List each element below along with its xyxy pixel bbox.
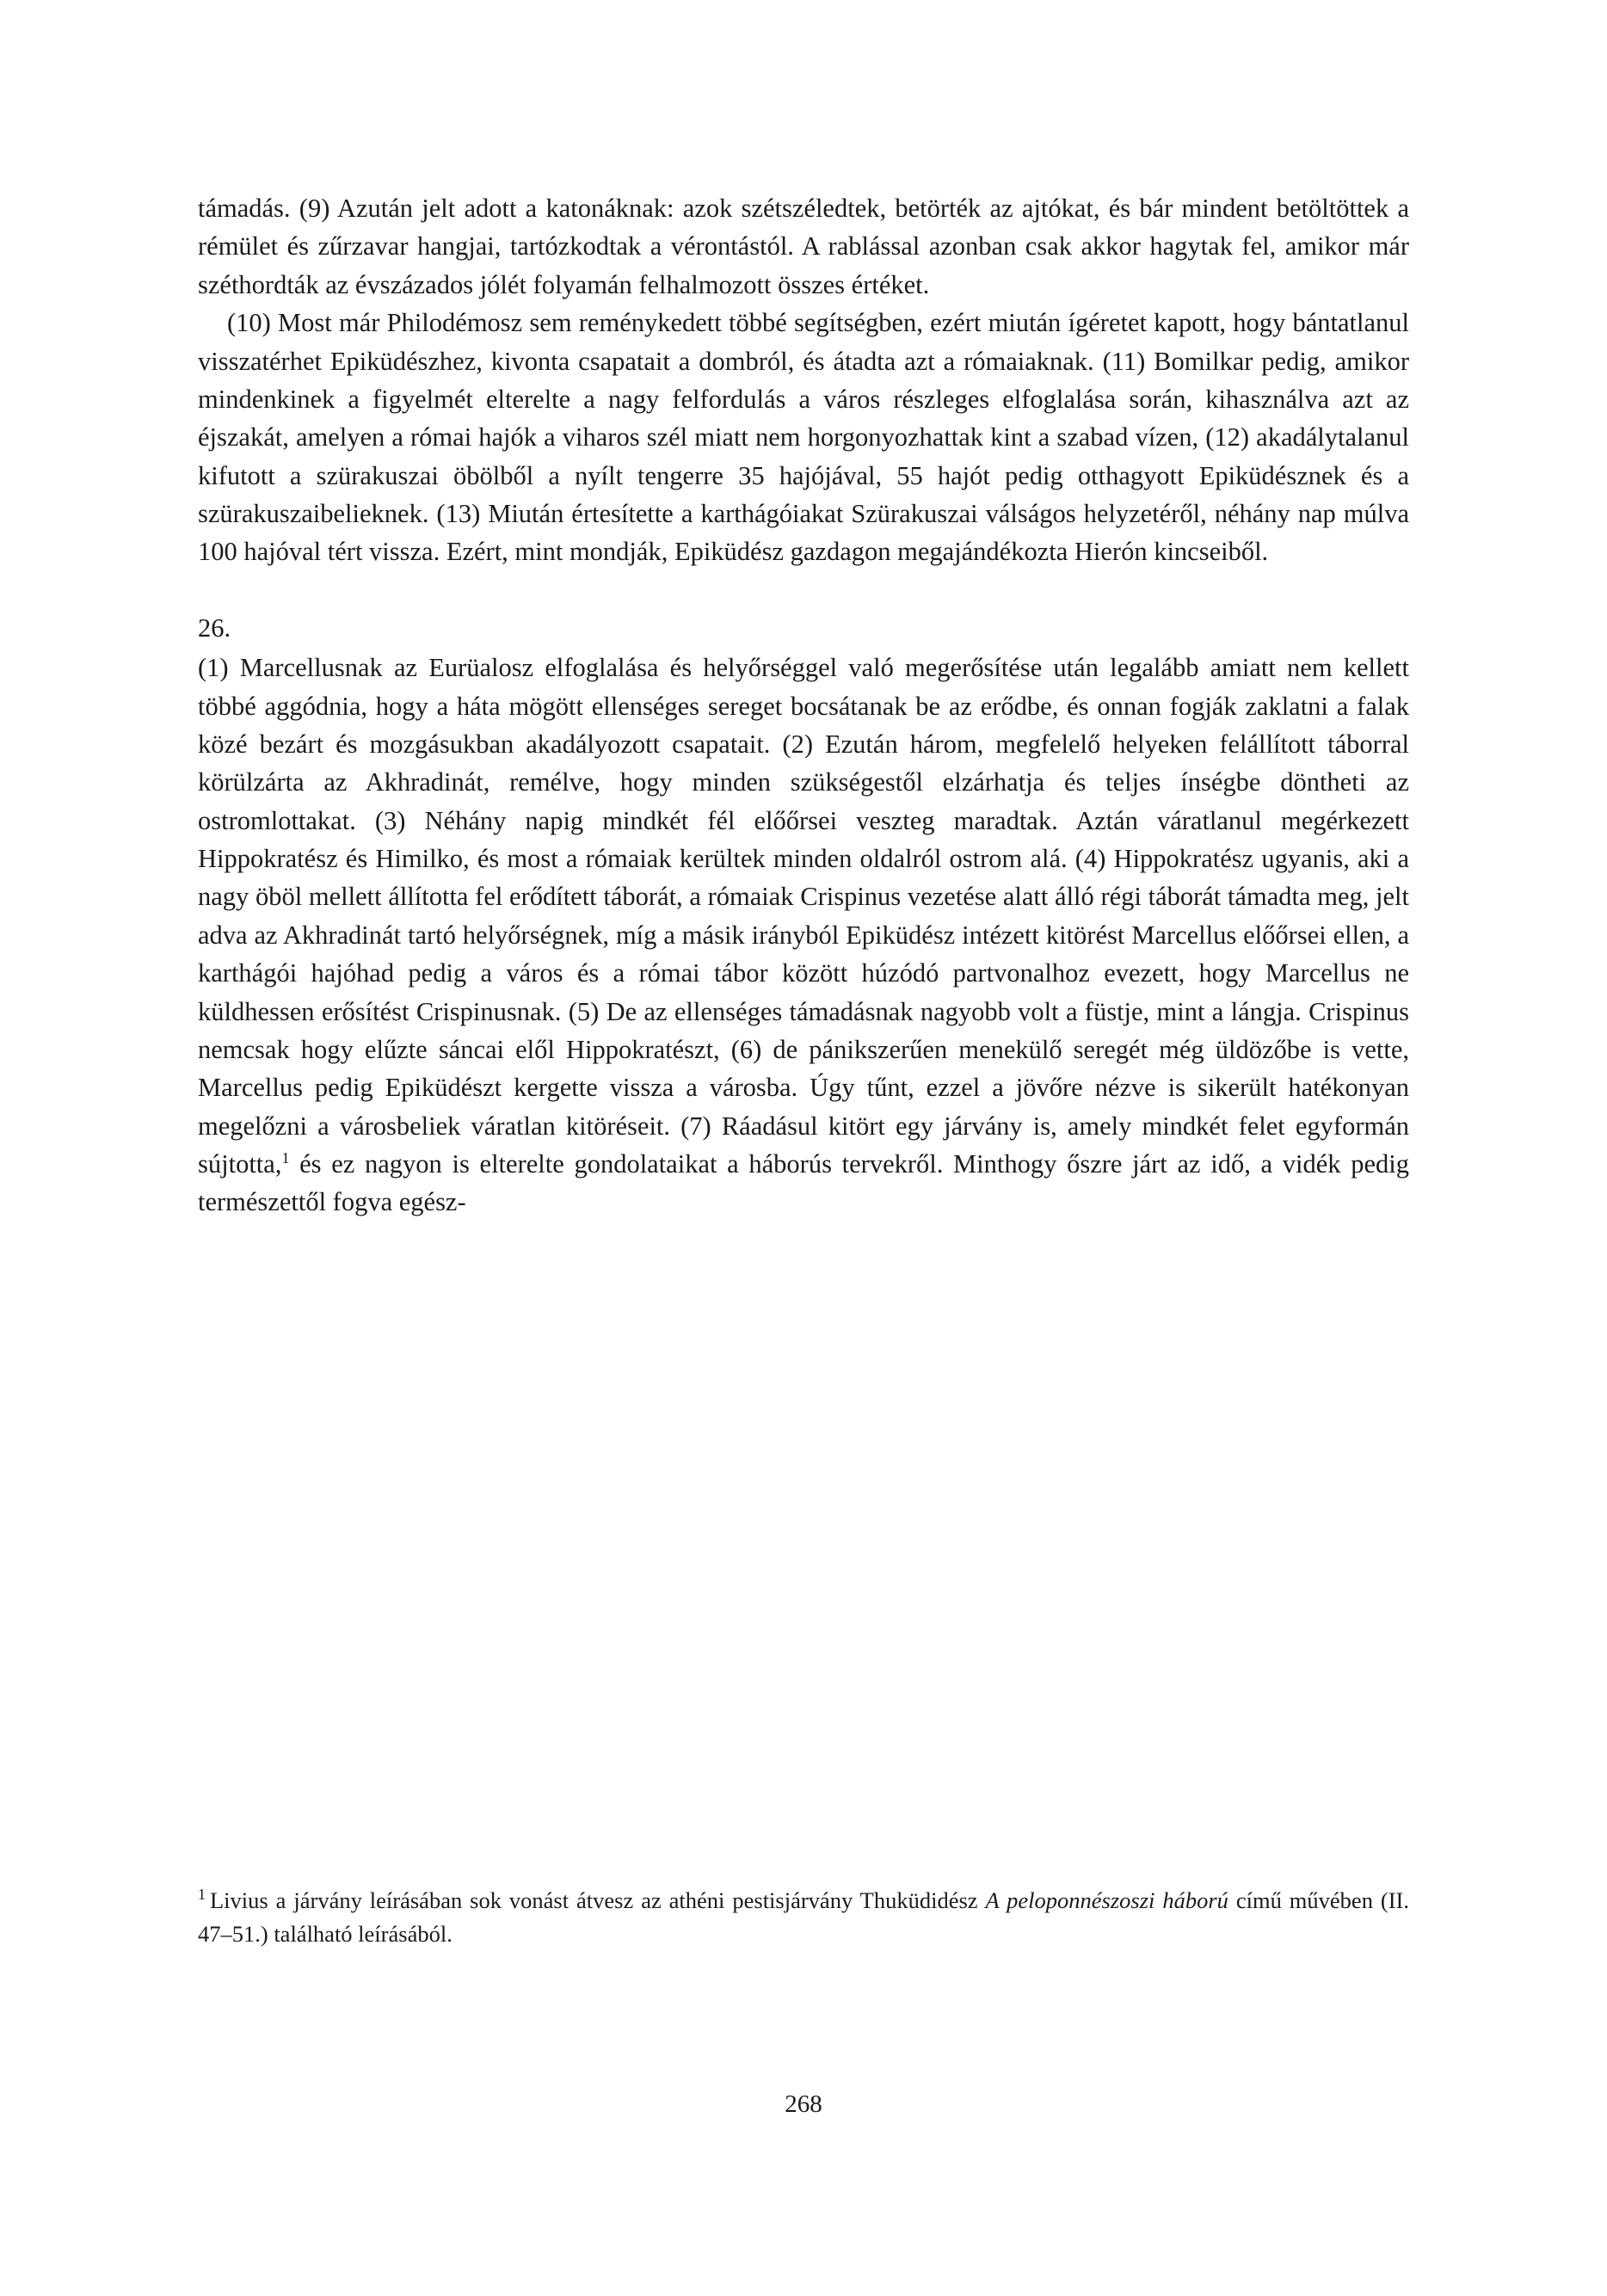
page-body [198,189,1409,1222]
section-number: 26. [198,612,231,643]
paragraph-10: (10) Most már Philodémosz sem reménykedett többé segítségben, ezért miután ígéretet kapott, hogy bántatlanul visszatérhet Epiküdészhez, kivonta csapatait a dombról, és átadta azt a rómaiaknak. (11) Bomilkar pedig, amikor mindenkinek a figyelmét elterelte a nagy felfordulás a város részleges elfoglalása során, kihasználva azt az éjszakát, amelyen a római hajók a viharos szél miatt nem horgonyozhattak kint a szabad vízen, (12) akadálytalanul kifutott a szürakuszai öbölből a nyílt tengerre 35 hajójával, 55 hajót pedig otthagyott Epiküdésznek és a szürakuszaibelieknek. (13) Miután értesítette a karthágóiakat Szürakuszai válságos helyzetéről, néhány nap múlva 100 hajóval tért vissza. Ezért, mint mondják, Epiküdész gazdagon megajándékozta Hierón kincseiből. [198,308,1409,567]
footnote-marker: 1 [198,1886,206,1904]
footnote-reference[interactable]: 1 [281,1148,290,1166]
section-26-text-continued: és ez nagyon is elterelte gondolataikat a háborús tervekről. Minthogy őszre járt az idő, a vidék pedig természettől fogva egész- [198,1149,1409,1217]
footnote-text-part1: Livius a járvány leírásában sok vonást átvesz az athéni pestisjárvány Thuküdidész [210,1887,986,1913]
section-26-text: (1) Marcellusnak az Eurüalosz elfoglalása és helyőrséggel való megerősítése után legalább amiatt nem kellett többé aggódnia, hogy a háta mögött ellenséges sereget bocsátanak be az erődbe, és onnan fogják zaklatni a falak közé bezárt és mozgásukban akadályozott csapatait. (2) Ezután három, megfelelő helyeken felállított táborral körülzárta az Akhradinát, remélve, hogy minden szükségestől elzárhatja és teljes ínségbe döntheti az ostromlottakat. (3) Néhány napig mindkét fél előőrsei veszteg maradtak. Aztán váratlanul megérkezett Hippokratész és Himilko, és most a rómaiak kerültek minden oldalról ostrom alá. (4) Hippokratész ugyanis, aki a nagy öböl mellett állította fel erődített táborát, a rómaiak Crispinus vezetése alatt álló régi táborát támadta meg, jelt adva az Akhradinát tartó helyőrségnek, míg a másik irányból Epiküdész intézett kitörést Marcellus előőrsei ellen, a karthágói hajóhad pedig a város és a római tábor között húzódó partvonalhoz evezett, hogy Marcellus ne küldhessen erősítést Crispinusnak. (5) De az ellenséges támadásnak nagyobb volt a füstje, mint a lángja. Crispinus nemcsak hogy elűzte sáncai elől Hippokratészt, (6) de pánikszerűen menekülő seregét még üldözőbe is vette, Marcellus pedig Epiküdészt kergette vissza a városba. Úgy tűnt, ezzel a jövőre nézve is sikerült hatékonyan megelőzni a városbeliek váratlan kitöréseit. (7) Ráadásul kitört egy járvány is, amely mindkét felet egyformán sújtotta, [198,653,1409,1179]
footnote-text-part2: című művében (II. 47–51.) található leírásából. [198,1887,1409,1947]
page-number: 268 [785,2090,822,2118]
footnote-area [198,1884,1409,1950]
footnote-1 [198,1884,1409,1950]
footnote-work-title: A peloponnészoszi háború [985,1887,1228,1913]
section-26-body [198,649,1409,1222]
paragraph-9: támadás. (9) Azután jelt adott a katonáknak: azok szétszéledtek, betörték az ajtókat, és bár mindent betöltöttek a rémület és zűrzavar hangjai, tartózkodtak a vérontástól. A rablással azonban csak akkor hagytak fel, amikor már széthordták az évszázados jólét folyamán felhalmozott összes értéket. [198,194,1409,299]
